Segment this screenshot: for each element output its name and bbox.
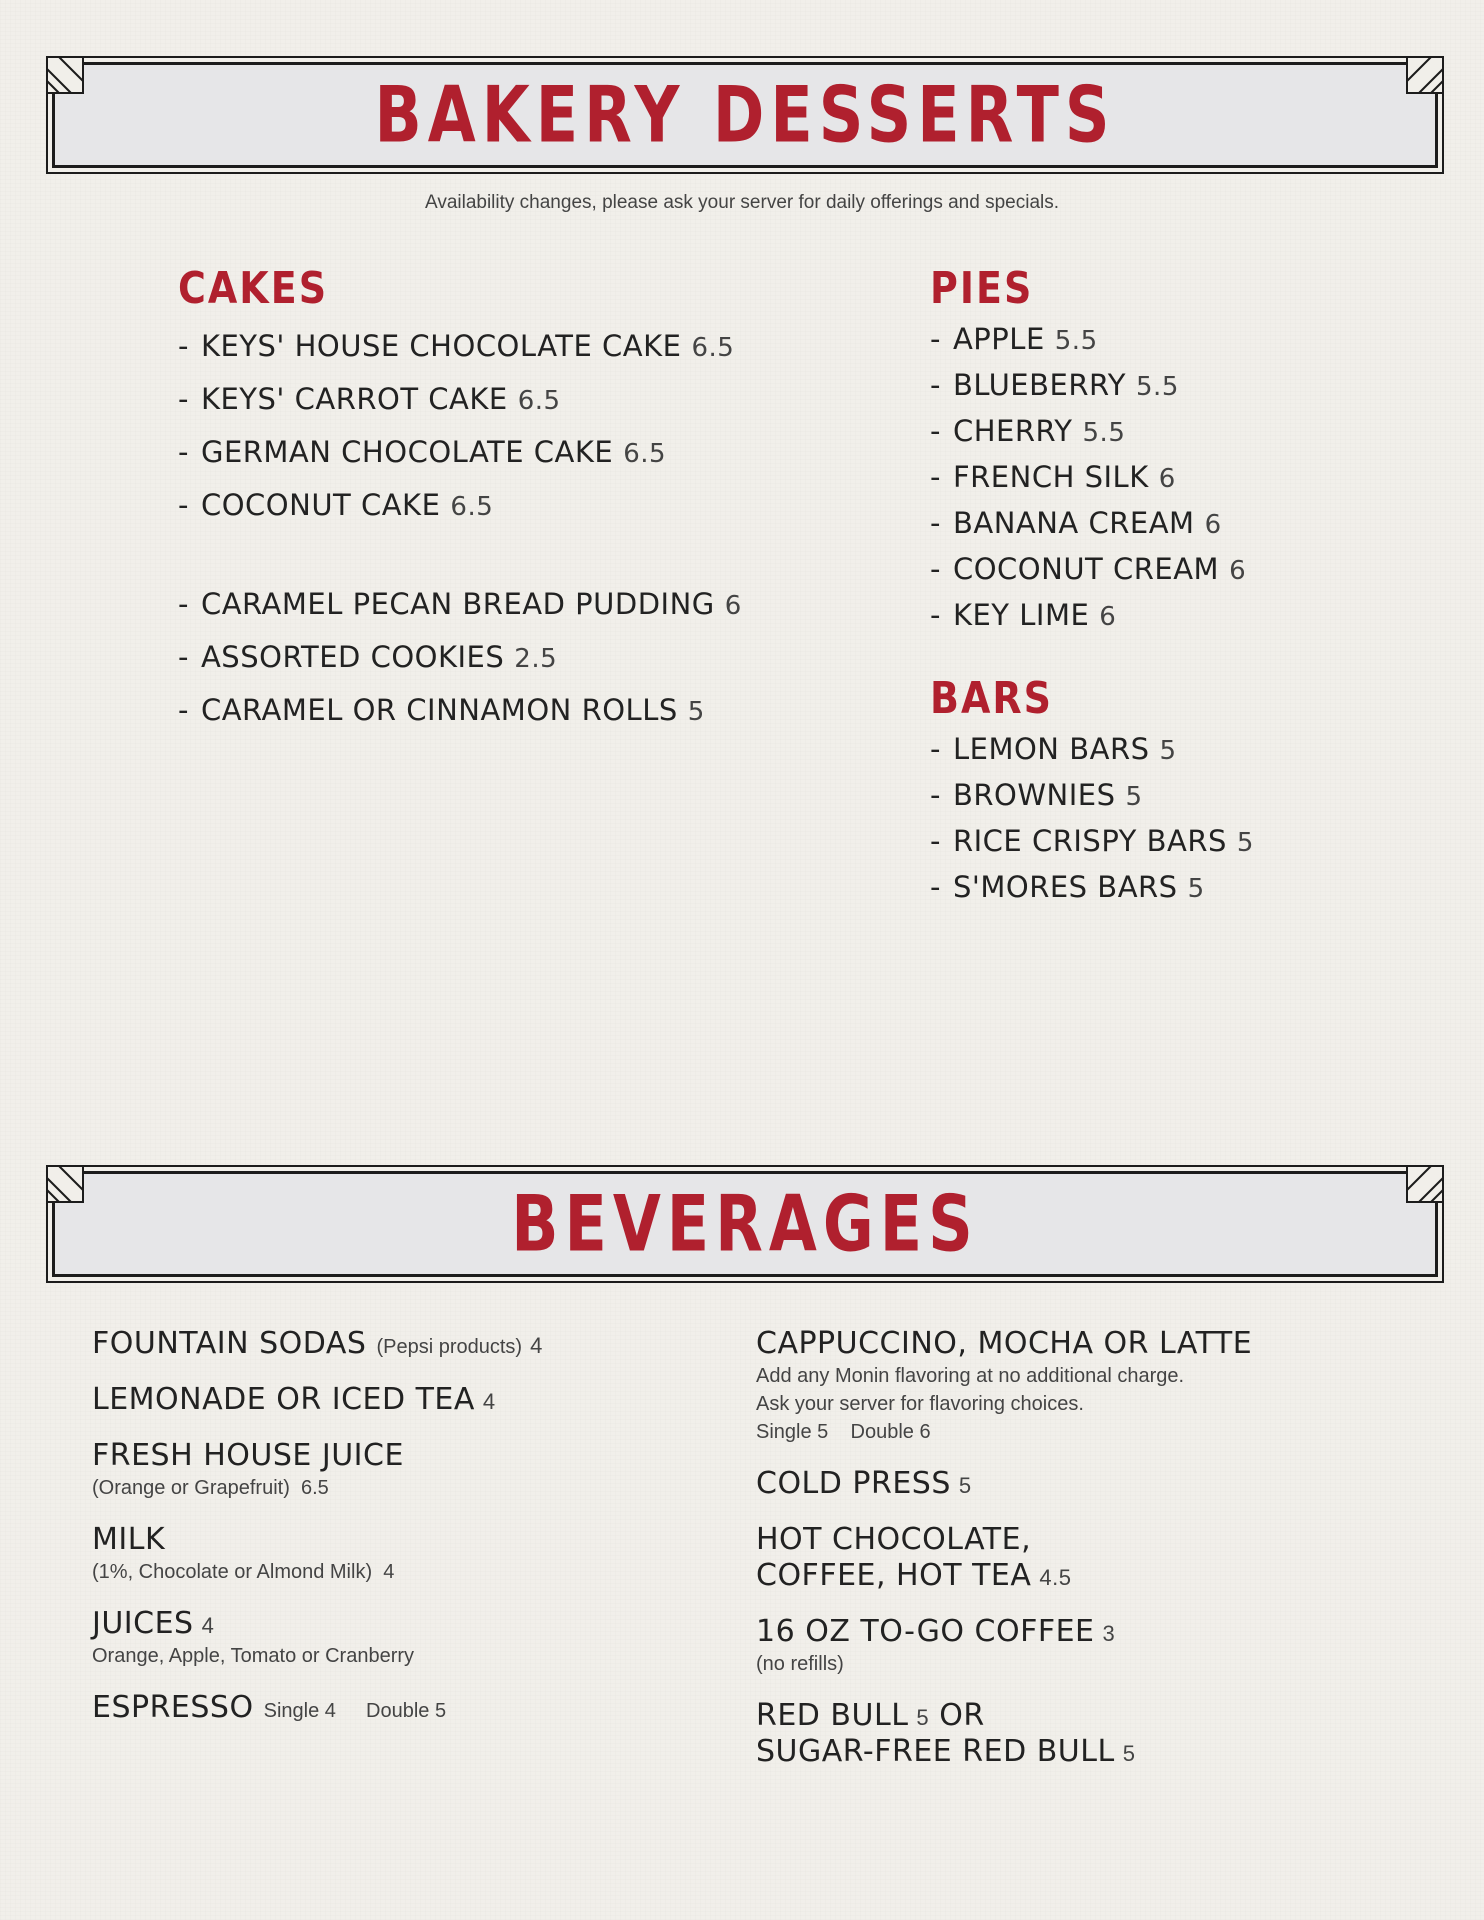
beverage-item: RED BULL 5 OR SUGAR-FREE RED BULL 5 [756, 1698, 1136, 1769]
list-item: - KEYS' CARROT CAKE 6.5 [178, 382, 561, 416]
list-item: - BANANA CREAM 6 [930, 506, 1222, 540]
beverages-banner [52, 1171, 1438, 1277]
bars-list [930, 732, 1254, 904]
beverage-item: MILK (1%, Chocolate or Almond Milk) 4 [92, 1522, 395, 1583]
beverage-item: FRESH HOUSE JUICE (Orange or Grapefruit) 6.5 [92, 1438, 404, 1499]
list-item: - COCONUT CREAM 6 [930, 552, 1247, 586]
pies-heading: PIES [930, 262, 1034, 314]
list-item: - CARAMEL PECAN BREAD PUDDING 6 [178, 587, 742, 621]
bars-heading: BARS [930, 672, 1054, 724]
list-item: - CHERRY 5.5 [930, 414, 1126, 448]
corner-ornament-icon [1405, 55, 1445, 95]
list-item: - APPLE 5.5 [930, 322, 1098, 356]
beverage-item: ESPRESSO Single 4 Double 5 [92, 1690, 447, 1725]
corner-ornament-icon [1405, 1164, 1445, 1204]
beverages-left-column [92, 1326, 712, 1746]
beverage-item: HOT CHOCOLATE, COFFEE, HOT TEA 4.5 [756, 1522, 1072, 1593]
beverages-right-column [756, 1326, 1446, 1790]
beverage-item: COLD PRESS 5 [756, 1466, 972, 1501]
list-item: - S'MORES BARS 5 [930, 870, 1205, 904]
other-desserts-list [178, 587, 742, 727]
beverage-item: CAPPUCCINO, MOCHA OR LATTE Add any Monin flavoring at no additional charge. Ask your server for flavoring choices. Single 5 Double 6 [756, 1326, 1253, 1443]
desserts-banner [52, 62, 1438, 168]
list-item: - BLUEBERRY 5.5 [930, 368, 1179, 402]
beverage-item: LEMONADE OR ICED TEA 4 [92, 1382, 496, 1417]
list-item: - RICE CRISPY BARS 5 [930, 824, 1254, 858]
list-item: - COCONUT CAKE 6.5 [178, 488, 494, 522]
list-item: - FRENCH SILK 6 [930, 460, 1176, 494]
list-item: - CARAMEL OR CINNAMON ROLLS 5 [178, 693, 705, 727]
list-item: - LEMON BARS 5 [930, 732, 1177, 766]
beverages-title: BEVERAGES [511, 1177, 979, 1269]
pies-list [930, 322, 1247, 632]
list-item: - BROWNIES 5 [930, 778, 1143, 812]
list-item: - KEY LIME 6 [930, 598, 1117, 632]
list-item: - ASSORTED COOKIES 2.5 [178, 640, 558, 674]
cakes-heading: CAKES [178, 262, 329, 314]
beverage-item: 16 OZ TO-GO COFFEE 3 (no refills) [756, 1614, 1116, 1675]
cakes-list [178, 329, 735, 522]
page-title: BAKERY DESSERTS [374, 68, 1116, 160]
availability-note: Availability changes, please ask your server for daily offerings and specials. [424, 192, 1060, 213]
beverage-item: JUICES 4 Orange, Apple, Tomato or Cranberry [92, 1606, 415, 1667]
beverage-item: FOUNTAIN SODAS (Pepsi products) 4 [92, 1326, 543, 1361]
list-item: - GERMAN CHOCOLATE CAKE 6.5 [178, 435, 667, 469]
list-item: - KEYS' HOUSE CHOCOLATE CAKE 6.5 [178, 329, 735, 363]
